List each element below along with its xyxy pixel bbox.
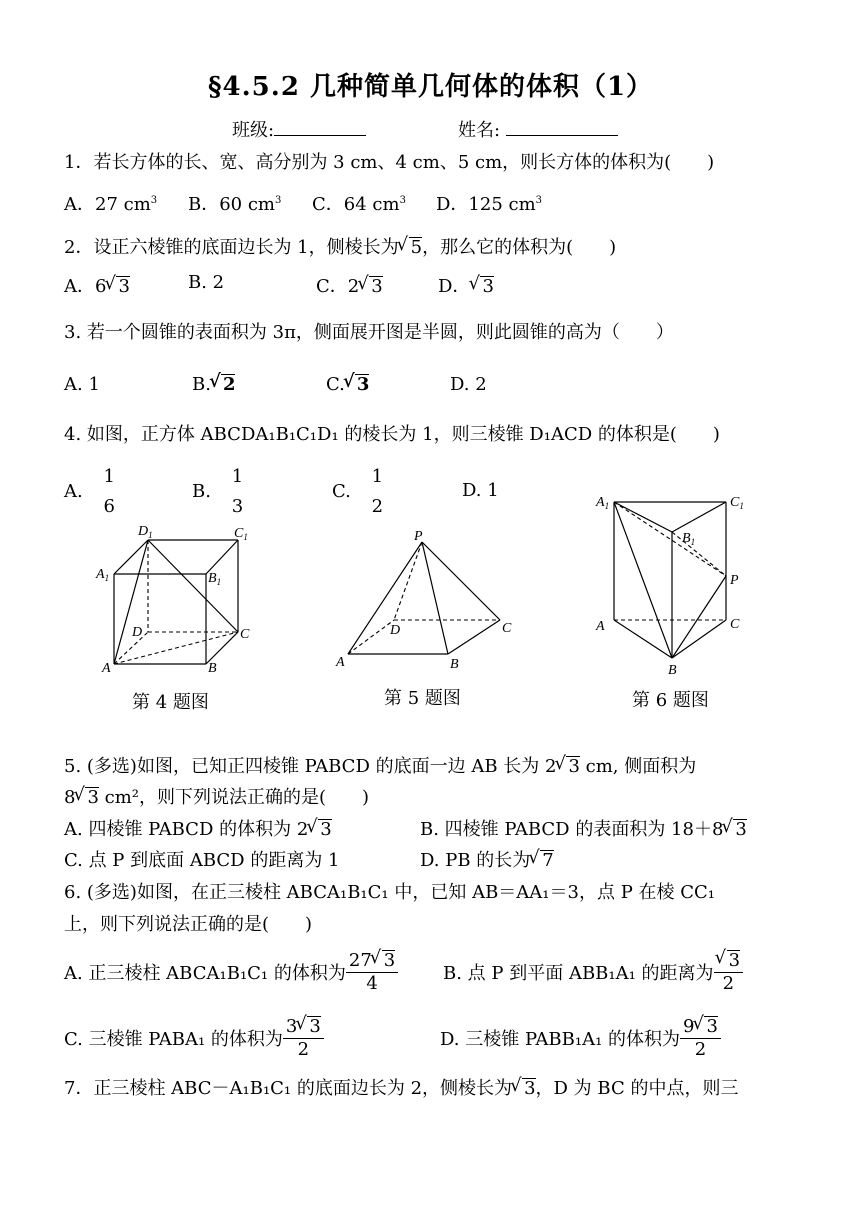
q2-d-radical: √ 3 <box>480 276 493 297</box>
q4-a-den: 6 <box>103 495 115 517</box>
q5-a-radical: √ 3 <box>318 819 331 840</box>
q6-stem-line1: 6. (多选)如图，在正三棱柱 ABCA₁B₁C₁ 中，已知 AB＝AA₁＝3，点 P 在棱 CC₁ <box>64 882 716 903</box>
figure-6-prism <box>590 490 760 680</box>
class-field <box>232 116 366 142</box>
q6-b-num <box>714 950 743 973</box>
q4-option-a <box>64 466 118 517</box>
q6-b-fraction <box>714 950 743 994</box>
q6-option-b <box>443 950 743 994</box>
q5-line2-radical: √ 3 <box>85 787 98 808</box>
fig6-label-a: A <box>596 619 605 634</box>
q1-option-c <box>312 190 406 216</box>
q6-c-den: 2 <box>297 1038 310 1060</box>
q5-stem-line2 <box>64 783 369 809</box>
q4-c-num: 1 <box>371 466 384 487</box>
q6-a-num-pre: 27 <box>348 950 372 971</box>
q7-radical: √ 3 <box>522 1078 535 1099</box>
q5-option-a <box>64 815 332 841</box>
q1-option-d <box>436 190 542 216</box>
q6-stem-line2: 上，则下列说法正确的是( ) <box>64 914 313 935</box>
fig5-label-d: D <box>390 623 401 638</box>
fig6-label-p: P <box>730 573 739 588</box>
q6-d-den: 2 <box>694 1038 707 1060</box>
fig6-label-b: B <box>668 663 677 678</box>
q1-b-exp: 3 <box>275 195 282 206</box>
q6-option-c <box>64 1016 324 1060</box>
q5-option-b <box>420 815 747 841</box>
q2-radical: √ 5 <box>409 237 422 258</box>
q2-option-c <box>316 272 383 298</box>
q2-stem-pre: 2．设正六棱锥的底面边长为 1，侧棱长为 <box>64 237 399 258</box>
q3-option-c <box>326 374 369 395</box>
q1-c-exp: 3 <box>399 195 406 206</box>
fig5-label-a: A <box>336 655 345 670</box>
class-label: 班级: <box>232 120 275 141</box>
q4-b-fraction <box>229 466 246 517</box>
figure-4-caption: 第 4 题图 <box>132 692 209 713</box>
q4-c-text: C. <box>332 481 351 503</box>
q3-c-text: C. <box>326 374 345 395</box>
q3-b-text: B. <box>192 374 211 395</box>
q1-d-text: D．125 cm <box>436 194 536 215</box>
q1-stem: 1．若长方体的长、宽、高分别为 3 cm、4 cm、5 cm，则长方体的体积为( ) <box>64 152 715 173</box>
q2-option-d <box>438 272 494 298</box>
q5-option-d <box>420 846 554 872</box>
q5-b-radical: √ 3 <box>733 819 746 840</box>
q3-c-radical: √ 3 <box>355 374 370 395</box>
q1-b-text: B．60 cm <box>188 194 276 215</box>
fig4-label-c: C <box>240 627 250 642</box>
q1-option-a <box>64 190 157 216</box>
q4-a-text: A. <box>64 481 83 503</box>
q6-c-num-radical: √ 3 <box>307 1016 320 1037</box>
q6-a-text: A. 正三棱柱 ABCA₁B₁C₁ 的体积为 <box>64 963 346 985</box>
q5-line1-pre: 5. (多选)如图，已知正四棱锥 PABCD 的底面一边 AB 长为 2 <box>64 756 557 777</box>
q7-stem-post: ，D 为 BC 的中点，则三 <box>535 1078 739 1099</box>
q5-d-text: D. PB 的长为 <box>420 850 531 871</box>
fig4-label-c1: $C_1$ <box>234 526 248 542</box>
q2-d-text: D． <box>438 276 471 297</box>
q3-b-radical: √ 2 <box>221 374 236 395</box>
q2-c-text: C．2 <box>316 276 360 297</box>
q4-a-num: 1 <box>103 466 115 487</box>
q6-a-num-radical: √ 3 <box>382 950 395 971</box>
figure-5-pyramid <box>330 528 530 678</box>
fig6-label-c1: $C_1$ <box>730 495 744 511</box>
q4-option-c <box>332 466 386 517</box>
q2-a-radical: √ 3 <box>116 276 129 297</box>
q2-option-a <box>64 272 130 298</box>
q5-line2-pre: 8 <box>64 787 76 808</box>
fig6-label-c: C <box>730 617 740 632</box>
fig4-label-a1: $A_1$ <box>96 567 110 583</box>
q6-d-fraction <box>680 1016 721 1060</box>
q3-option-d: D. 2 <box>450 374 487 395</box>
q4-b-text: B. <box>192 481 211 503</box>
q2-a-text: A．6 <box>64 276 107 297</box>
q3-option-b <box>192 374 235 395</box>
q6-option-d <box>440 1016 721 1060</box>
q2-stem <box>64 233 616 259</box>
q1-option-b <box>188 190 281 216</box>
q6-a-fraction <box>346 950 398 994</box>
fig4-label-b1: $B_1$ <box>208 571 222 587</box>
q6-a-num <box>346 950 398 973</box>
q6-a-den: 4 <box>366 972 378 994</box>
q5-line1-radical: √ 3 <box>566 756 579 777</box>
q5-b-text: B. 四棱锥 PABCD 的表面积为 18＋8 <box>420 819 724 840</box>
q6-c-fraction <box>283 1016 324 1060</box>
q5-line1-post: cm, 侧面积为 <box>579 756 697 777</box>
q6-b-den: 2 <box>722 972 735 994</box>
q6-c-text: C. 三棱锥 PABA₁ 的体积为 <box>64 1029 283 1051</box>
fig4-label-a: A <box>102 661 111 676</box>
q5-d-radical: √ 7 <box>540 850 553 871</box>
q4-b-num: 1 <box>231 466 244 487</box>
class-blank[interactable] <box>274 119 366 136</box>
fig4-label-d1: $D_1$ <box>138 524 153 540</box>
q3-stem: 3. 若一个圆锥的表面积为 3π，侧面展开图是半圆，则此圆锥的高为（ ） <box>64 322 674 343</box>
fig6-label-a1: $A_1$ <box>596 495 610 511</box>
q1-d-exp: 3 <box>535 195 543 206</box>
q4-option-d: D. 1 <box>462 480 499 501</box>
q6-b-num-radical: √ 3 <box>727 950 740 971</box>
q6-d-num <box>680 1016 721 1039</box>
q4-option-b <box>192 466 246 517</box>
q2-stem-post: ，那么它的体积为( ) <box>422 237 617 258</box>
q5-stem-line1 <box>64 752 696 778</box>
q4-a-fraction <box>100 466 117 517</box>
fig5-label-p: P <box>414 529 423 544</box>
q1-a-exp: 3 <box>150 195 158 206</box>
name-label: 姓名: <box>458 120 501 141</box>
q4-stem: 4. 如图，正方体 ABCDA₁B₁C₁D₁ 的棱长为 1，则三棱锥 D₁ACD 的体积是( ) <box>64 424 720 445</box>
fig5-label-b: B <box>450 657 459 672</box>
q7-stem <box>64 1074 738 1100</box>
q6-d-num-pre: 9 <box>683 1016 695 1037</box>
q5-option-c: C. 点 P 到底面 ABCD 的距离为 1 <box>64 850 340 871</box>
fig4-label-d: D <box>132 625 143 640</box>
fig6-label-b1: $B_1$ <box>682 531 696 547</box>
figure-5-caption: 第 5 题图 <box>384 688 461 709</box>
fig5-label-c: C <box>502 621 512 636</box>
q6-c-num <box>283 1016 324 1039</box>
q6-b-text: B. 点 P 到平面 ABB₁A₁ 的距离为 <box>443 963 714 985</box>
q4-c-fraction <box>369 466 386 517</box>
q2-c-radical: √ 3 <box>369 276 382 297</box>
name-field <box>458 116 618 142</box>
q7-stem-pre: 7．正三棱柱 ABC－A₁B₁C₁ 的底面边长为 2，侧棱长为 <box>64 1078 513 1099</box>
fig4-label-b: B <box>208 661 217 676</box>
page-title: §4.5.2 几种简单几何体的体积（1） <box>207 72 654 102</box>
q3-option-a: A. 1 <box>64 374 100 395</box>
q6-c-num-pre: 3 <box>285 1016 298 1037</box>
name-blank[interactable] <box>506 119 618 136</box>
figure-6-caption: 第 6 题图 <box>632 690 709 711</box>
q6-option-a <box>64 950 398 994</box>
figure-4-cube <box>90 520 260 680</box>
q4-c-den: 2 <box>371 495 384 517</box>
q4-b-den: 3 <box>231 495 244 517</box>
q1-a-text: A．27 cm <box>64 194 151 215</box>
q1-c-text: C．64 cm <box>312 194 400 215</box>
q5-a-text: A. 四棱锥 PABCD 的体积为 2 <box>64 819 309 840</box>
q5-line2-post: cm²，则下列说法正确的是( ) <box>98 787 370 808</box>
q6-d-text: D. 三棱锥 PABB₁A₁ 的体积为 <box>440 1029 681 1051</box>
q2-option-b: B. 2 <box>188 272 225 293</box>
q6-d-num-radical: √ 3 <box>704 1016 717 1037</box>
